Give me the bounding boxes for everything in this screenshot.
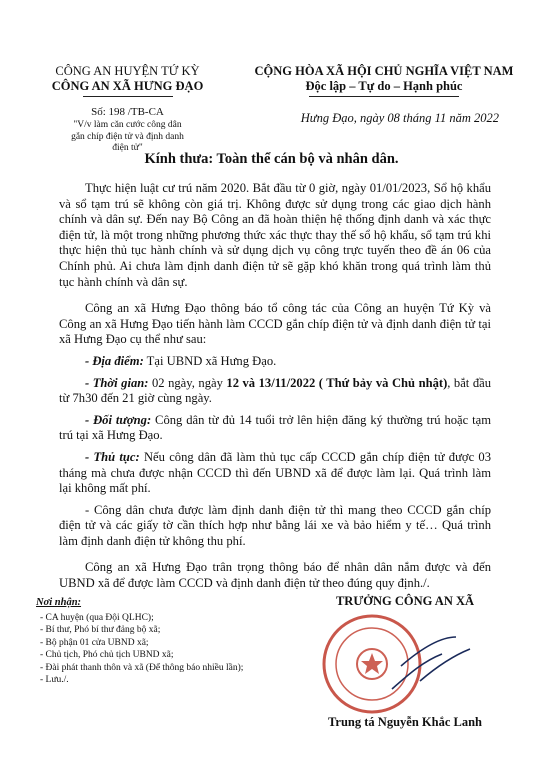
place-text: Tại UBND xã Hưng Đạo. xyxy=(143,353,277,368)
item-target xyxy=(59,413,491,444)
recipients-list xyxy=(36,612,256,687)
national-motto: Độc lập – Tự do – Hạnh phúc xyxy=(305,79,463,93)
item-place xyxy=(59,354,491,370)
doc-subject: "V/v làm căn cước công dân gắn chíp điện tử và định danh điện tử" xyxy=(71,120,184,153)
country-name: CỘNG HÒA XÃ HỘI CHỦ NGHĨA VIỆT NAM xyxy=(254,64,514,78)
agency-name: CÔNG AN HUYỆN TỨ KỲ xyxy=(55,64,200,78)
procedure-label: - Thủ tục: xyxy=(85,449,140,464)
signature-block xyxy=(300,594,510,730)
procedure-text: Nếu công dân đã làm thủ tục cấp CCCD gắn chíp điện tử được 03 tháng mà chưa được nhận CCCD thì đến UBND xã để được làm lại. Quá trình làm lại không mất phí. xyxy=(59,449,492,496)
header-right-rule xyxy=(309,96,459,97)
recipients-block xyxy=(36,597,256,687)
greeting: Kính thưa: Toàn thể cán bộ và nhân dân. xyxy=(144,151,399,167)
item-procedure xyxy=(59,450,491,497)
time-text-1: 02 ngày, ngày xyxy=(148,375,227,390)
time-label: - Thời gian: xyxy=(85,375,149,390)
recipient-item: - Chủ tịch, Phó chủ tịch UBND xã; xyxy=(40,650,174,660)
recipient-item: - Bộ phận 01 cửa UBND xã; xyxy=(40,637,149,648)
recipient-item: - Lưu./. xyxy=(40,675,69,685)
target-text: Công dân từ đủ 14 tuổi trở lên hiện đăng ký thường trú hoặc tạm trú tại xã Hưng Đạo. xyxy=(59,412,491,443)
place-label: - Địa điểm: xyxy=(85,353,144,368)
header-left xyxy=(20,64,235,155)
recipient-item: - Bí thư, Phó bí thư đảng bộ xã; xyxy=(40,625,161,635)
time-dates: 12 và 13/11/2022 ( Thứ bảy và Chủ nhật) xyxy=(226,375,448,390)
header-left-rule xyxy=(83,96,173,97)
stamp-area xyxy=(300,609,510,715)
signer-title: TRƯỞNG CÔNG AN XÃ xyxy=(335,594,475,608)
official-stamp-icon xyxy=(300,609,510,715)
paragraph-announcement: Công an xã Hưng Đạo thông báo tổ công tác của Công an huyện Tứ Kỳ và Công an xã Hưng Đạo tiến hành làm CCCD gắn chíp điện tử và định danh điện tử tại xã Hưng Đạo cụ thể như sau: xyxy=(59,301,491,347)
target-label: - Đối tượng: xyxy=(85,412,152,427)
recipient-item: - Đài phát thanh thôn và xã (Để thông báo nhiều lần); xyxy=(40,662,244,673)
doc-number: Số: 198 /TB-CA xyxy=(91,106,164,118)
recipients-heading: Nơi nhận: xyxy=(36,597,82,608)
unit-name: CÔNG AN XÃ HƯNG ĐẠO xyxy=(51,79,204,93)
time-text-2: , bắt đầu từ 7h30 đến 21 giờ cùng ngày. xyxy=(59,375,492,406)
recipient-item: - CA huyện (qua Đội QLHC); xyxy=(40,612,154,623)
header-right xyxy=(234,64,534,97)
paragraph-note: - Công dân chưa được làm định danh điện tử thì mang theo CCCD gắn chíp điện tử và các giấy tờ cần thích hợp như bằng lái xe và bảo hiểm y tế… Quá trình làm định danh điện tử không thu phí. xyxy=(59,502,491,548)
paragraph-closing: Công an xã Hưng Đạo trân trọng thông báo để nhân dân nắm được và đến UBND xã để được làm CCCD và định danh điện tử theo đúng quy định./. xyxy=(59,560,491,591)
paragraph-intro: Thực hiện luật cư trú năm 2020. Bắt đầu từ 0 giờ, ngày 01/01/2023, Sổ hộ khẩu và sổ tạm trú sẽ không còn giá trị. Không được sử dụng trong các giao dịch hành chính và dân sự. Đến nay Bộ Công an đã hoàn thiện hệ thống định danh và xác thực điện tử, là một trong những phương thức xác thực thay thế sổ hộ khẩu, sổ tạm trú khi thực hiện thủ tục hành chính và sử dụng dịch vụ công trực tuyến theo đề án 06 của Chính phủ. Ai chưa làm định danh điện tử sẽ gặp khó khăn trong quá trình làm thủ tục hành chính và dân sự. xyxy=(59,181,491,289)
document-date: Hưng Đạo, ngày 08 tháng 11 năm 2022 xyxy=(300,111,499,125)
signer-name: Trung tá Nguyễn Khắc Lanh xyxy=(328,715,482,729)
item-time xyxy=(59,376,491,407)
body-text xyxy=(59,181,491,592)
